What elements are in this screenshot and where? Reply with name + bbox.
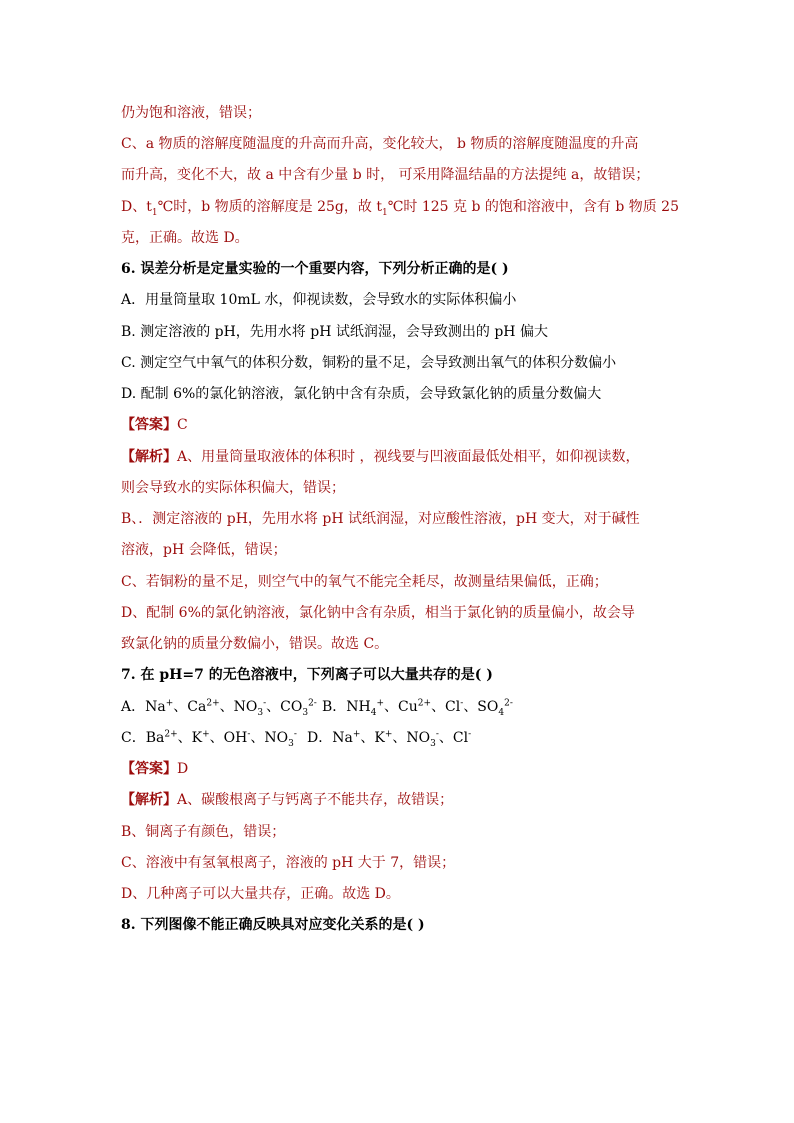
text-line: B、铜离子有颜色，错误； xyxy=(121,824,286,840)
text-line: 溶液，pH 会降低，错误； xyxy=(121,542,287,558)
text-line: B、．测定溶液的 pH，先用水将 pH 试纸润湿，对应酸性溶液，pH 变大，对于碱性 xyxy=(121,511,640,527)
question-6-stem: 6. 误差分析是定量实验的一个重要内容，下列分析正确的是( ) xyxy=(121,261,509,277)
question-7-option-c: C．$Ba^{2+}$、K+、OH-、$NO_3^-$ xyxy=(121,729,297,749)
text-line: D、几种离子可以大量共存，正确。故选 D。 xyxy=(121,886,400,902)
text-line: 克，正确。故选 D。 xyxy=(121,230,249,246)
question-6-option-b: B. 测定溶液的 pH，先用水将 pH 试纸润湿，会导致测出的 pH 偏大 xyxy=(121,324,548,340)
question-7-option-a: A．Na+、$Ca^{2+}$、$NO_3^-$、$CO_3^{2-}$ xyxy=(121,698,317,718)
text-line: D、配制 6%的氯化钠溶液，氯化钠中含有杂质，相当于氯化钠的质量偏小，故会导 xyxy=(121,605,635,621)
answer-tag: 【答案】 xyxy=(121,417,177,433)
text-line: C、溶液中有氢氧根离子，溶液的 pH 大于 7，错误； xyxy=(121,855,456,871)
analysis-tag: 【解析】 xyxy=(121,449,177,465)
question-7-options-row-1 xyxy=(121,697,513,718)
question-6-option-d: D. 配制 6%的氯化钠溶液，氯化钠中含有杂质，会导致氯化钠的质量分数偏大 xyxy=(121,386,602,402)
text-line: 而升高，变化不大，故 a 中含有少量 b 时， 可采用降温结晶的方法提纯 a，故错误； xyxy=(121,167,650,183)
analysis-line: 【解析】A、用量筒量取液体的体积时 ，视线要与凹液面最低处相平，如仰视读数， xyxy=(121,449,640,465)
answer-line: 【答案】D xyxy=(121,761,189,777)
text-line: C、若铜粉的量不足，则空气中的氧气不能完全耗尽，故测量结果偏低，正确； xyxy=(121,574,608,590)
question-7-option-b: B．$NH_4^+$、$Cu^{2+}$、Cl-、$SO_4^{2-}$ xyxy=(322,698,513,718)
analysis-tag: 【解析】 xyxy=(121,792,177,808)
question-7-options-row-2 xyxy=(121,728,472,749)
answer-tag: 【答案】 xyxy=(121,761,177,777)
text-line: C、a 物质的溶解度随温度的升高而升高，变化较大， b 物质的溶解度随温度的升高 xyxy=(121,136,639,152)
question-7-option-d: D．Na+、K+、$NO_3^-$、Cl- xyxy=(307,729,472,749)
answer-line: 【答案】C xyxy=(121,417,188,433)
text-line: 致氯化钠的质量分数偏小，错误。故选 C。 xyxy=(121,636,389,652)
question-8-stem: 8. 下列图像不能正确反映具对应变化关系的是( ) xyxy=(121,917,425,933)
analysis-line: 【解析】A、碳酸根离子与钙离子不能共存，故错误； xyxy=(121,792,454,808)
question-6-option-a: A．用量筒量取 10mL 水，仰视读数，会导致水的实际体积偏小 xyxy=(121,292,517,308)
question-7-stem: 7. 在 pH=7 的无色溶液中，下列离子可以大量共存的是( ) xyxy=(121,667,493,683)
text-line: D、$t_1℃$时，b 物质的溶解度是 25g，故 $t_1℃$时 125 克 b 的饱和溶液中，含有 b 物质 25 xyxy=(121,199,679,218)
question-6-option-c: C. 测定空气中氧气的体积分数，铜粉的量不足，会导致测出氧气的体积分数偏小 xyxy=(121,355,617,371)
text-line: 则会导致水的实际体积偏大，错误； xyxy=(121,480,345,496)
text-line: 仍为饱和溶液，错误； xyxy=(121,105,261,121)
